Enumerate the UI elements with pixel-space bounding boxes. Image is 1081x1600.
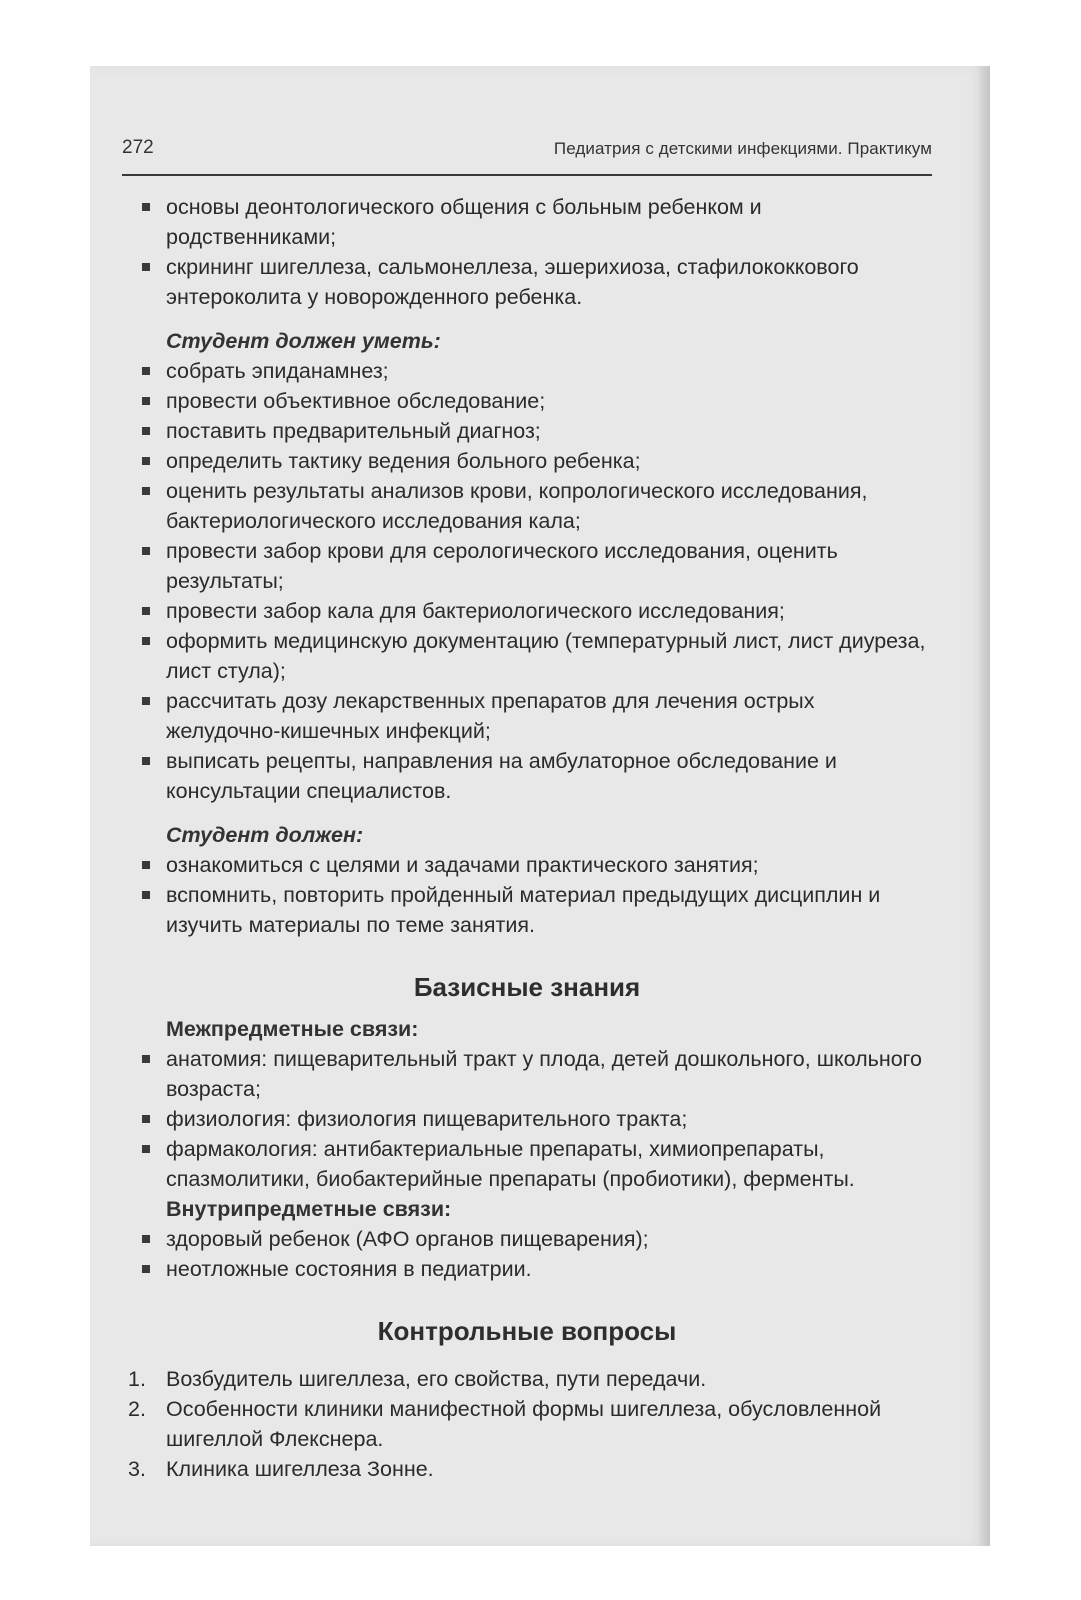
page-number: 272 [122, 137, 154, 158]
list-item: физиология: физиология пищеварительного тракта; [122, 1104, 932, 1134]
list-item: оценить результаты анализов крови, копрологического исследования, бактериологического исследования кала; [122, 476, 932, 536]
list-item: провести объективное обследование; [122, 386, 932, 416]
running-title: Педиатрия с детскими инфекциями. Практикум [553, 139, 932, 158]
list-item: определить тактику ведения больного ребенка; [122, 446, 932, 476]
skills-heading: Студент должен уметь: [166, 329, 441, 353]
list-item: провести забор крови для серологического исследования, оценить результаты; [122, 536, 932, 596]
list-item: поставить предварительный диагноз; [122, 416, 932, 446]
question-number: 2. [128, 1397, 146, 1421]
list-item: неотложные состояния в педиатрии. [122, 1254, 932, 1284]
book-page [122, 130, 932, 1484]
question-number: 1. [128, 1367, 146, 1391]
list-item: собрать эпиданамнез; [122, 356, 932, 386]
list-item: основы деонтологического общения с больным ребенком и родственниками; [122, 192, 932, 252]
page-edge-shadow [980, 66, 990, 1546]
list-item: рассчитать дозу лекарственных препаратов для лечения острых желудочно-кишечных инфекций; [122, 686, 932, 746]
question-text: Клиника шигеллеза Зонне. [166, 1457, 434, 1481]
question-item [122, 1364, 932, 1394]
list-item: ознакомиться с целями и задачами практического занятия; [122, 850, 932, 880]
list-item: фармакология: антибактериальные препараты, химиопрепараты, спазмолитики, биобактерийные препараты (пробиотики), ферменты. [122, 1134, 932, 1194]
control-questions-list [122, 1364, 932, 1484]
list-item: оформить медицинскую документацию (температурный лист, лист диуреза, лист стула); [122, 626, 932, 686]
list-item: скрининг шигеллеза, сальмонеллеза, эшерихиоза, стафилококкового энтероколита у новорожденного ребенка. [122, 252, 932, 312]
list-item: провести забор кала для бактериологического исследования; [122, 596, 932, 626]
list-item: вспомнить, повторить пройденный материал предыдущих дисциплин и изучить материалы по теме занятия. [122, 880, 932, 940]
interdisciplinary-list [122, 1044, 932, 1194]
list-item: здоровый ребенок (АФО органов пищеварения); [122, 1224, 932, 1254]
interdisciplinary-heading: Межпредметные связи: [166, 1017, 419, 1041]
knowledge-list-continued [122, 192, 932, 312]
question-number: 3. [128, 1457, 146, 1481]
list-item: выписать рецепты, направления на амбулаторное обследование и консультации специалистов. [122, 746, 932, 806]
page-content [122, 176, 932, 1484]
question-item [122, 1454, 932, 1484]
question-text: Возбудитель шигеллеза, его свойства, пути передачи. [166, 1367, 707, 1391]
section-title-control-questions: Контрольные вопросы [377, 1316, 677, 1346]
section-title-basic-knowledge: Базисные знания [413, 972, 641, 1002]
intradisciplinary-list [122, 1224, 932, 1284]
question-text: Особенности клиники манифестной формы шигеллеза, обусловленной шигеллой Флекснера. [166, 1397, 882, 1451]
duties-list [122, 850, 932, 940]
skills-list [122, 356, 932, 806]
question-item [122, 1394, 932, 1454]
running-header [122, 130, 932, 176]
list-item: анатомия: пищеварительный тракт у плода, детей дошкольного, школьного возраста; [122, 1044, 932, 1104]
duties-heading: Студент должен: [166, 823, 364, 847]
intradisciplinary-heading: Внутрипредметные связи: [166, 1197, 452, 1221]
